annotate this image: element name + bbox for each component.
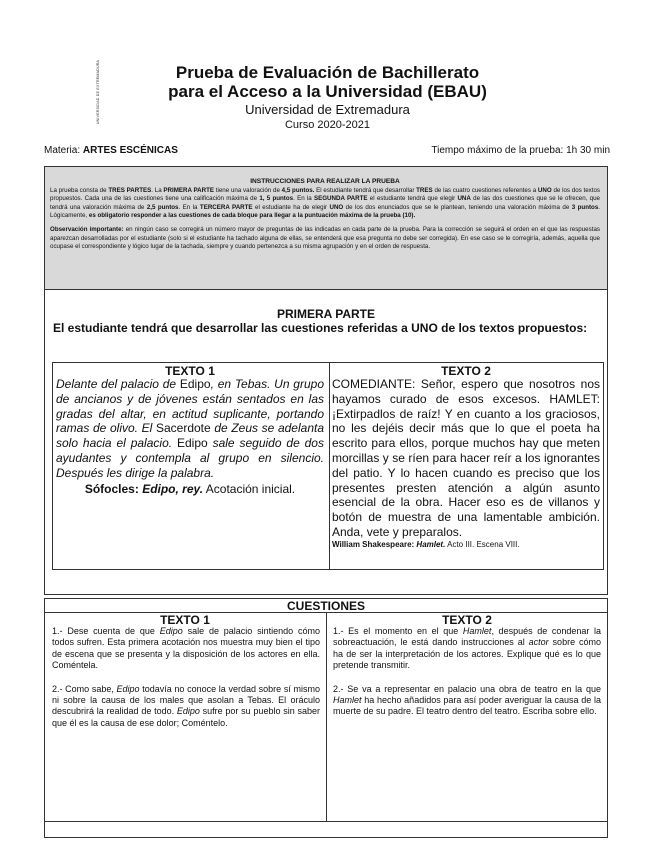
texts-divider xyxy=(329,363,330,569)
observation-paragraph: Observación importante: en ningún caso se corregirá un número mayor de preguntas de las indicadas en cada parte de la prueba. Para la corrección se seguirá el orden en el que las respuestas aparezcan desarrolladas por el estudiante (solo si el estudiante ha tachado alguna de ellas, se entenderá que esa pregunta no debe ser corregida). En ese caso se le corregiría, además, aquella que ocupase el correspondiente y lógico lugar de la tachada, siempre y cuando pertenezca a su misma agrupación y en el orden de respuesta. xyxy=(50,225,600,251)
page-title-line2: para el Acceso a la Universidad (EBAU) xyxy=(168,82,487,101)
questions-divider xyxy=(326,613,327,821)
questions-bottom-line xyxy=(45,821,607,822)
subject-value: ARTES ESCÉNICAS xyxy=(82,145,178,156)
subject-line xyxy=(44,145,178,156)
vertical-code-text: UNIVERSIDAD DE EXTREMADURA xyxy=(96,59,101,125)
instructions-paragraph: La prueba consta de TRES PARTES. La PRIMERA PARTE tiene una valoración de 4,5 puntos. El estudiante tendrá que desarrollar TRES de las cuatro cuestiones referentes a UNO de los dos textos propuestos. Cada una de las cuestiones tiene una calificación máxima de 1, 5 puntos. En la SEGUNDA PARTE el estudiante tendrá que elegir UNA de las dos cuestiones que se le ofrecen, que tendrá una valoración máxima de 2,5 puntos. En la TERCERA PARTE el estudiante ha de elegir UNO de los dos enunciados que se le plantean, teniendo una valoración máxima de 3 puntos. Lógicamente, es obligatorio responder a las cuestiones de cada bloque para llegar a la puntuación máxima de la prueba (10). xyxy=(50,186,601,220)
first-part-subtitle: El estudiante tendrá que desarrollar las cuestiones referidas a UNO de los textos propuestos: xyxy=(53,321,588,335)
course-year: Curso 2020-2021 xyxy=(284,119,370,131)
question-2-text2: 2.- Se va a representar en palacio una obra de teatro en la que Hamlet ha hecho añadidos para así poder averiguar la causa de la muerte de su padre. El teatro dentro del teatro. Escriba sobre ello. xyxy=(333,683,601,717)
question-1-text2: 1.- Es el momento en el que Hamlet, después de condenar la sobreactuación, le está dando instrucciones al actor sobre cómo ha de ser la interpretación de los actores. Explique qué es lo que pretende transmitir. xyxy=(333,626,602,671)
text1-heading: TEXTO 1 xyxy=(165,364,215,378)
text1-citation: Sófocles: Edipo, rey. Acotación inicial. xyxy=(84,481,296,496)
time-limit: Tiempo máximo de la prueba: 1h 30 min xyxy=(431,145,610,156)
text2-body: COMEDIANTE: Señor, espero que nosotros nos hayamos curado de esos excesos. HAMLET: ¡Extirpadlos de raíz! Y en cuanto a los graciosos, no les dejéis decir más que lo que el poeta ha escrito para ellos, porque muchos hay que meten morcillas y se ríen para hacer reír a los ignorantes del patio. Y lo hacen cuando es preciso que los presentes presten atención a algún asunto esencial de la obra. Hacer eso es de villanos y botón de muestra de una lamentable ambición. Anda, vete y preparalos. William Shakespeare: Hamlet. Acto III. Escena VIII. xyxy=(332,377,600,549)
questions-text1-column xyxy=(52,626,320,741)
text2-citation: William Shakespeare: Hamlet. Acto III. Escena VIII. xyxy=(332,539,520,549)
questions-text2-heading: TEXTO 2 xyxy=(442,613,492,627)
questions-text1-heading: TEXTO 1 xyxy=(160,613,210,627)
question-1-text1: 1.- Dese cuenta de que Edipo sale de palacio sintiendo cómo todos sufren. Esta primera acotación nos muestra muy bien el tipo de escena que se presenta y la disposición de los actores en ella. Coméntela. xyxy=(52,626,321,671)
questions-title: CUESTIONES xyxy=(45,599,607,613)
text1-body: Delante del palacio de Edipo, en Tebas. Un grupo de ancianos y de jóvenes están sentados en las gradas del altar, en actitud suplicante, portando ramas de olivo. El Sacerdote de Zeus se adelanta solo hacia el palacio. Edipo sale seguido de dos ayudantes y contempla al grupo en silencio. Después les dirige la palabra. Sófocles: Edipo, rey. Acotación inicial. xyxy=(56,377,324,496)
text2-heading: TEXTO 2 xyxy=(441,364,491,378)
university-name: Universidad de Extremadura xyxy=(245,102,410,117)
page-title-line1: Prueba de Evaluación de Bachillerato xyxy=(175,63,480,82)
instructions-box xyxy=(44,166,608,290)
first-part-title: PRIMERA PARTE xyxy=(276,307,375,321)
question-2-text1: 2.- Como sabe, Edipo todavía no conoce la verdad sobre sí mismo ni sobre la causa de los males que asolan a Tebas. El oráculo descubrirá la realidad de todo. Edipo sufre por su pueblo sin saber que él es la causa de ese dolor; Coméntelo. xyxy=(52,683,320,728)
instructions-title: INSTRUCCIONES PARA REALIZAR LA PRUEBA xyxy=(250,178,400,185)
questions-text2-column xyxy=(333,626,601,730)
subject-label: Materia: xyxy=(44,145,83,156)
